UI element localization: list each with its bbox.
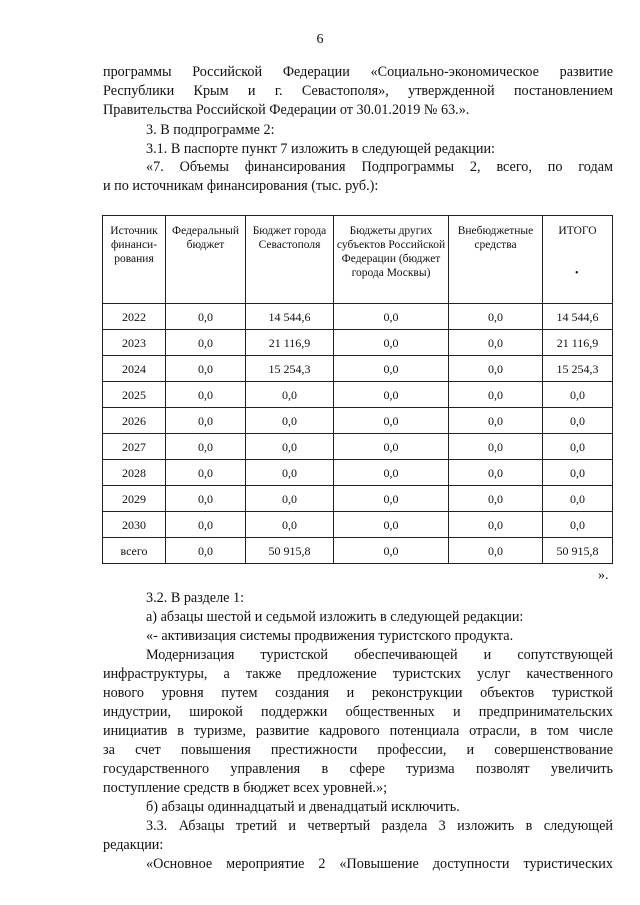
table-cell: 0,0 [166,512,246,538]
table-cell: 0,0 [543,408,613,434]
item-3-2-a-quote: «- активизация системы продвижения туристского продукта. [146,628,514,644]
table-cell: всего [103,538,166,564]
table-cell: 15 254,3 [246,356,334,382]
table-cell: 0,0 [449,330,543,356]
item-3-1: 3.1. В паспорте пункт 7 изложить в следующей редакции: [146,141,495,157]
header-mark: • [575,268,579,279]
table-cell: 0,0 [246,486,334,512]
table-row [103,512,613,538]
table-cell: 0,0 [166,408,246,434]
table-cell: 15 254,3 [543,356,613,382]
table-cell: 0,0 [449,408,543,434]
table-cell: 0,0 [334,460,449,486]
table-cell: 14 544,6 [246,304,334,330]
table-cell: 21 116,9 [246,330,334,356]
table-row [103,460,613,486]
table-row [103,486,613,512]
paragraph-line-8: поступление средств в бюджет всех уровней.»; [103,780,388,796]
table-cell: 0,0 [543,486,613,512]
item-7-line-2: и по источникам финансирования (тыс. руб.): [103,178,379,194]
table-row [103,356,613,382]
table-cell: 0,0 [166,356,246,382]
paragraph-line-5: инициатив в туризме, развитие кадрового потенциала отрасли, в том числе [103,723,613,739]
table-cell: 0,0 [166,460,246,486]
header-other-subjects: Бюджеты других субъектов Российской Федерации (бюджет города Москвы) [334,216,449,304]
table-cell: 0,0 [334,486,449,512]
table-cell: 2024 [103,356,166,382]
table-cell: 50 915,8 [543,538,613,564]
paragraph-line-6: за счет повышения престижности профессии, и совершенствование [103,742,613,758]
paragraph-line-3: нового уровня путем создания и реконструкции объектов туристкой [103,685,613,701]
table-cell: 0,0 [334,538,449,564]
table-cell: 0,0 [334,330,449,356]
table-cell: 0,0 [449,486,543,512]
table-cell: 0,0 [334,304,449,330]
table-cell: 2027 [103,434,166,460]
header-extrabudget: Внебюджетные средства [449,216,543,304]
table-cell: 0,0 [449,382,543,408]
table-row [103,382,613,408]
paragraph-line-4: индустрии, широкой поддержки общественных и предпринимательских [103,704,613,720]
table-row [103,434,613,460]
paragraph-line-2: инфраструктуры, а также предложение туристских услуг качественного [103,666,613,682]
page-number: 6 [316,32,324,47]
item-3-3-line-1: 3.3. Абзацы третий и четвертый раздела 3 изложить в следующей [146,818,613,834]
item-3-2: 3.2. В разделе 1: [146,590,245,606]
table-cell: 0,0 [246,512,334,538]
table-cell: 0,0 [246,408,334,434]
item-3-3-line-2: редакции: [103,837,164,853]
intro-line-3: Правительства Российской Федерации от 30.01.2019 № 63.». [103,102,470,118]
table-cell: 0,0 [334,356,449,382]
table-row [103,330,613,356]
table-cell: 0,0 [334,512,449,538]
table-cell: 0,0 [334,434,449,460]
table-cell: 2022 [103,304,166,330]
item-7-line-1: «7. Объемы финансирования Подпрограммы 2, всего, по годам [146,159,613,175]
table-cell: 2025 [103,382,166,408]
table-cell: 21 116,9 [543,330,613,356]
financing-table [102,215,613,564]
table-cell: 0,0 [166,330,246,356]
table-cell: 2023 [103,330,166,356]
item-3: 3. В подпрограмме 2: [146,122,275,138]
header-sevastopol: Бюджет города Севастополя [246,216,334,304]
table-cell: 0,0 [543,434,613,460]
table-cell: 50 915,8 [246,538,334,564]
last-line: «Основное мероприятие 2 «Повышение доступности туристических [146,856,613,872]
table-cell: 0,0 [449,304,543,330]
paragraph-line-7: государственного управления в сфере туризма позволят увеличить [103,761,613,777]
table-header-row [103,216,613,304]
quote-end: ». [598,568,609,583]
table-row [103,408,613,434]
table-cell: 0,0 [246,460,334,486]
table-cell: 0,0 [543,460,613,486]
table-row [103,304,613,330]
table-cell: 0,0 [449,460,543,486]
table-cell: 0,0 [166,304,246,330]
item-3-2-a: а) абзацы шестой и седьмой изложить в следующей редакции: [146,609,524,625]
header-total: ИТОГО [543,216,613,304]
table-cell: 14 544,6 [543,304,613,330]
table-cell: 0,0 [449,538,543,564]
header-source: Источник финанси-рования [103,216,166,304]
intro-line-2: Республики Крым и г. Севастополя», утвержденной постановлением [103,83,613,99]
table-cell: 0,0 [543,382,613,408]
table-cell: 0,0 [166,382,246,408]
table-cell: 0,0 [166,486,246,512]
table-cell: 2026 [103,408,166,434]
table-cell: 0,0 [246,434,334,460]
paragraph-line-1: Модернизация туристской обеспечивающей и сопутствующей [146,647,613,663]
table-cell: 2028 [103,460,166,486]
table-cell: 0,0 [449,356,543,382]
header-federal: Федеральный бюджет [166,216,246,304]
table-cell: 0,0 [449,512,543,538]
table-cell: 0,0 [543,512,613,538]
item-3-2-b: б) абзацы одиннадцатый и двенадцатый исключить. [146,799,460,815]
table-cell: 2029 [103,486,166,512]
table-cell: 0,0 [334,382,449,408]
intro-line-1: программы Российской Федерации «Социально-экономическое развитие [103,64,613,80]
table-cell: 0,0 [166,538,246,564]
table-cell: 0,0 [246,382,334,408]
table-cell: 0,0 [334,408,449,434]
table-cell: 2030 [103,512,166,538]
table-cell: 0,0 [166,434,246,460]
table-row [103,538,613,564]
table-cell: 0,0 [449,434,543,460]
